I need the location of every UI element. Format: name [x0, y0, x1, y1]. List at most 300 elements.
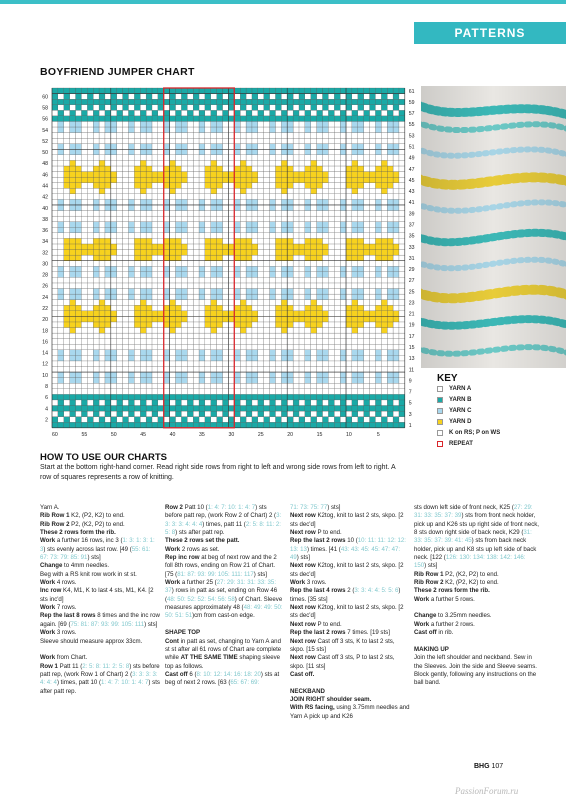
chart-cell: [152, 355, 158, 361]
chart-cell: [352, 394, 358, 400]
chart-cell: [317, 422, 323, 428]
chart-cell: [387, 328, 393, 334]
chart-cell: [281, 261, 287, 267]
chart-cell: [264, 322, 270, 328]
chart-cell: [152, 339, 158, 345]
chart-cell: [111, 277, 117, 283]
chart-cell: [287, 149, 293, 155]
chart-cell: [87, 144, 93, 150]
chart-cell: [223, 244, 229, 250]
chart-cell: [175, 155, 181, 161]
chart-cell: [393, 238, 399, 244]
chart-cell: [105, 344, 111, 350]
chart-cell: [87, 367, 93, 373]
chart-cell: [275, 244, 281, 250]
chart-cell: [211, 244, 217, 250]
chart-cell: [375, 355, 381, 361]
chart-cell: [117, 144, 123, 150]
chart-cell: [52, 177, 58, 183]
chart-cell: [181, 361, 187, 367]
chart-cell: [387, 138, 393, 144]
chart-cell: [399, 316, 405, 322]
chart-cell: [152, 133, 158, 139]
chart-cell: [364, 383, 370, 389]
chart-cell: [93, 350, 99, 356]
chart-cell: [234, 333, 240, 339]
chart-cell: [76, 372, 82, 378]
chart-cell: [140, 94, 146, 100]
chart-cell: [111, 328, 117, 334]
chart-cell: [328, 372, 334, 378]
chart-cell: [334, 250, 340, 256]
chart-cell: [193, 311, 199, 317]
chart-cell: [270, 289, 276, 295]
chart-cell: [264, 138, 270, 144]
chart-cell: [199, 194, 205, 200]
chart-cell: [181, 94, 187, 100]
chart-cell: [358, 261, 364, 267]
chart-cell: [105, 211, 111, 217]
chart-cell: [334, 138, 340, 144]
chart-cell: [64, 160, 70, 166]
row-label-left: 42: [42, 194, 48, 201]
chart-cell: [70, 183, 76, 189]
chart-cell: [175, 105, 181, 111]
chart-cell: [193, 127, 199, 133]
chart-cell: [270, 417, 276, 423]
chart-cell: [393, 255, 399, 261]
chart-cell: [76, 328, 82, 334]
chart-cell: [358, 367, 364, 373]
chart-cell: [70, 383, 76, 389]
chart-cell: [146, 328, 152, 334]
chart-cell: [70, 233, 76, 239]
chart-cell: [399, 261, 405, 267]
chart-cell: [134, 188, 140, 194]
chart-cell: [375, 261, 381, 267]
chart-cell: [58, 144, 64, 150]
chart-cell: [199, 322, 205, 328]
chart-cell: [111, 149, 117, 155]
chart-cell: [264, 389, 270, 395]
chart-cell: [370, 138, 376, 144]
chart-cell: [293, 417, 299, 423]
chart-cell: [64, 300, 70, 306]
chart-cell: [258, 400, 264, 406]
chart-cell: [87, 244, 93, 250]
chart-cell: [252, 411, 258, 417]
chart-cell: [334, 149, 340, 155]
chart-cell: [70, 255, 76, 261]
chart-cell: [140, 411, 146, 417]
chart-cell: [105, 166, 111, 172]
chart-cell: [358, 305, 364, 311]
chart-cell: [264, 305, 270, 311]
chart-cell: [246, 227, 252, 233]
chart-cell: [322, 277, 328, 283]
chart-cell: [346, 255, 352, 261]
chart-cell: [170, 322, 176, 328]
chart-cell: [70, 300, 76, 306]
chart-cell: [140, 361, 146, 367]
chart-cell: [199, 172, 205, 178]
row-label-right: 47: [408, 166, 415, 173]
chart-cell: [205, 422, 211, 428]
chart-cell: [105, 316, 111, 322]
chart-cell: [317, 133, 323, 139]
chart-cell: [70, 110, 76, 116]
chart-cell: [152, 372, 158, 378]
chart-cell: [246, 211, 252, 217]
chart-cell: [64, 227, 70, 233]
chart-cell: [87, 372, 93, 378]
row-label-right: 3: [408, 411, 412, 418]
chart-cell: [258, 294, 264, 300]
chart-cell: [52, 355, 58, 361]
chart-cell: [322, 88, 328, 94]
chart-cell: [252, 266, 258, 272]
chart-cell: [281, 328, 287, 334]
chart-cell: [281, 405, 287, 411]
chart-cell: [211, 372, 217, 378]
chart-cell: [170, 283, 176, 289]
chart-cell: [234, 94, 240, 100]
chart-cell: [240, 133, 246, 139]
chart-cell: [187, 294, 193, 300]
chart-cell: [228, 261, 234, 267]
chart-cell: [146, 194, 152, 200]
chart-cell: [64, 266, 70, 272]
chart-cell: [181, 311, 187, 317]
chart-cell: [270, 172, 276, 178]
chart-cell: [370, 166, 376, 172]
chart-cell: [158, 121, 164, 127]
chart-cell: [193, 389, 199, 395]
chart-cell: [240, 383, 246, 389]
chart-cell: [381, 250, 387, 256]
chart-cell: [387, 261, 393, 267]
chart-cell: [128, 110, 134, 116]
chart-cell: [270, 233, 276, 239]
chart-cell: [205, 394, 211, 400]
chart-cell: [287, 405, 293, 411]
chart-cell: [193, 316, 199, 322]
chart-cell: [205, 305, 211, 311]
chart-cell: [234, 339, 240, 345]
chart-cell: [381, 121, 387, 127]
chart-cell: [152, 88, 158, 94]
chart-cell: [258, 116, 264, 122]
chart-cell: [81, 272, 87, 278]
chart-cell: [246, 138, 252, 144]
chart-cell: [322, 250, 328, 256]
chart-cell: [146, 333, 152, 339]
chart-cell: [393, 222, 399, 228]
chart-cell: [70, 316, 76, 322]
chart-cell: [117, 383, 123, 389]
chart-cell: [375, 149, 381, 155]
chart-cell: [105, 294, 111, 300]
chart-cell: [152, 350, 158, 356]
chart-cell: [93, 383, 99, 389]
chart-cell: [246, 121, 252, 127]
chart-cell: [246, 389, 252, 395]
chart-cell: [146, 405, 152, 411]
chart-cell: [305, 216, 311, 222]
chart-cell: [258, 138, 264, 144]
chart-cell: [123, 289, 129, 295]
chart-cell: [117, 188, 123, 194]
chart-cell: [128, 322, 134, 328]
chart-cell: [70, 188, 76, 194]
chart-cell: [175, 305, 181, 311]
chart-cell: [170, 238, 176, 244]
chart-cell: [158, 127, 164, 133]
chart-cell: [328, 183, 334, 189]
chart-cell: [381, 238, 387, 244]
chart-cell: [164, 339, 170, 345]
chart-cell: [311, 205, 317, 211]
chart-cell: [175, 194, 181, 200]
chart-cell: [240, 149, 246, 155]
chart-cell: [175, 328, 181, 334]
chart-cell: [181, 422, 187, 428]
chart-cell: [117, 289, 123, 295]
chart-cell: [340, 244, 346, 250]
chart-cell: [317, 255, 323, 261]
chart-cell: [364, 372, 370, 378]
chart-cell: [281, 222, 287, 228]
chart-cell: [52, 250, 58, 256]
chart-cell: [187, 389, 193, 395]
chart-cell: [299, 400, 305, 406]
chart-cell: [334, 166, 340, 172]
chart-cell: [105, 188, 111, 194]
chart-cell: [81, 277, 87, 283]
chart-cell: [252, 417, 258, 423]
chart-cell: [322, 216, 328, 222]
chart-cell: [305, 149, 311, 155]
chart-cell: [81, 316, 87, 322]
chart-cell: [305, 372, 311, 378]
chart-cell: [381, 283, 387, 289]
chart-cell: [399, 394, 405, 400]
chart-cell: [252, 149, 258, 155]
chart-cell: [64, 367, 70, 373]
chart-cell: [270, 116, 276, 122]
chart-cell: [70, 372, 76, 378]
chart-cell: [240, 400, 246, 406]
chart-cell: [399, 127, 405, 133]
chart-cell: [76, 172, 82, 178]
chart-cell: [81, 194, 87, 200]
chart-cell: [175, 289, 181, 295]
chart-cell: [58, 300, 64, 306]
chart-cell: [287, 244, 293, 250]
chart-cell: [81, 94, 87, 100]
chart-cell: [164, 272, 170, 278]
chart-cell: [346, 405, 352, 411]
chart-cell: [334, 389, 340, 395]
row-label-left: 12: [42, 361, 48, 368]
chart-cell: [270, 255, 276, 261]
chart-cell: [99, 417, 105, 423]
chart-cell: [64, 188, 70, 194]
chart-cell: [246, 272, 252, 278]
chart-cell: [181, 261, 187, 267]
chart-cell: [105, 322, 111, 328]
chart-cell: [311, 355, 317, 361]
chart-cell: [187, 372, 193, 378]
chart-cell: [381, 244, 387, 250]
chart-cell: [246, 149, 252, 155]
chart-cell: [52, 121, 58, 127]
chart-cell: [117, 361, 123, 367]
chart-cell: [299, 133, 305, 139]
chart-cell: [134, 417, 140, 423]
chart-cell: [293, 394, 299, 400]
chart-cell: [364, 400, 370, 406]
chart-cell: [81, 372, 87, 378]
chart-cell: [70, 155, 76, 161]
chart-cell: [211, 311, 217, 317]
chart-cell: [252, 88, 258, 94]
chart-cell: [270, 238, 276, 244]
chart-cell: [70, 205, 76, 211]
chart-cell: [199, 305, 205, 311]
chart-cell: [375, 199, 381, 205]
chart-cell: [164, 367, 170, 373]
chart-cell: [381, 311, 387, 317]
chart-cell: [76, 88, 82, 94]
chart-cell: [58, 305, 64, 311]
chart-cell: [205, 283, 211, 289]
chart-cell: [70, 333, 76, 339]
chart-cell: [58, 238, 64, 244]
chart-cell: [252, 160, 258, 166]
chart-cell: [175, 244, 181, 250]
chart-cell: [393, 155, 399, 161]
chart-cell: [346, 389, 352, 395]
chart-cell: [358, 199, 364, 205]
chart-cell: [128, 99, 134, 105]
chart-cell: [234, 305, 240, 311]
chart-cell: [281, 205, 287, 211]
chart-cell: [58, 367, 64, 373]
chart-cell: [105, 116, 111, 122]
chart-cell: [146, 411, 152, 417]
chart-cell: [87, 121, 93, 127]
chart-cell: [187, 417, 193, 423]
chart-cell: [193, 350, 199, 356]
chart-cell: [340, 205, 346, 211]
chart-cell: [381, 110, 387, 116]
chart-cell: [317, 105, 323, 111]
chart-cell: [340, 339, 346, 345]
chart-cell: [311, 272, 317, 278]
chart-cell: [258, 277, 264, 283]
chart-cell: [175, 400, 181, 406]
chart-cell: [58, 127, 64, 133]
chart-cell: [293, 367, 299, 373]
chart-cell: [375, 339, 381, 345]
chart-cell: [240, 350, 246, 356]
chart-cell: [346, 144, 352, 150]
chart-cell: [234, 121, 240, 127]
chart-cell: [287, 350, 293, 356]
chart-cell: [334, 378, 340, 384]
chart-cell: [81, 138, 87, 144]
chart-cell: [158, 177, 164, 183]
chart-cell: [246, 355, 252, 361]
chart-cell: [264, 205, 270, 211]
chart-cell: [105, 205, 111, 211]
chart-cell: [187, 250, 193, 256]
chart-cell: [264, 405, 270, 411]
chart-cell: [358, 116, 364, 122]
chart-cell: [387, 411, 393, 417]
chart-cell: [170, 166, 176, 172]
chart-cell: [223, 339, 229, 345]
chart-cell: [358, 411, 364, 417]
chart-cell: [370, 227, 376, 233]
chart-cell: [187, 133, 193, 139]
chart-cell: [223, 294, 229, 300]
chart-cell: [70, 294, 76, 300]
chart-cell: [123, 367, 129, 373]
chart-cell: [258, 261, 264, 267]
chart-cell: [164, 422, 170, 428]
chart-cell: [205, 277, 211, 283]
chart-cell: [76, 400, 82, 406]
chart-cell: [393, 383, 399, 389]
chart-cell: [287, 160, 293, 166]
chart-cell: [334, 344, 340, 350]
chart-cell: [270, 389, 276, 395]
chart-cell: [81, 305, 87, 311]
chart-cell: [223, 289, 229, 295]
chart-cell: [87, 289, 93, 295]
chart-cell: [87, 133, 93, 139]
chart-cell: [99, 400, 105, 406]
chart-cell: [123, 305, 129, 311]
chart-cell: [99, 294, 105, 300]
chart-cell: [293, 411, 299, 417]
chart-cell: [128, 172, 134, 178]
chart-cell: [234, 138, 240, 144]
chart-cell: [340, 99, 346, 105]
chart-cell: [281, 367, 287, 373]
chart-cell: [240, 99, 246, 105]
chart-cell: [252, 311, 258, 317]
chart-cell: [275, 255, 281, 261]
chart-cell: [211, 199, 217, 205]
chart-cell: [293, 294, 299, 300]
chart-cell: [193, 339, 199, 345]
chart-cell: [181, 389, 187, 395]
chart-cell: [81, 322, 87, 328]
chart-cell: [170, 183, 176, 189]
chart-cell: [81, 394, 87, 400]
chart-cell: [58, 138, 64, 144]
chart-cell: [393, 166, 399, 172]
chart-cell: [99, 222, 105, 228]
chart-cell: [387, 394, 393, 400]
chart-cell: [322, 261, 328, 267]
chart-cell: [328, 422, 334, 428]
chart-cell: [364, 411, 370, 417]
chart-cell: [358, 155, 364, 161]
